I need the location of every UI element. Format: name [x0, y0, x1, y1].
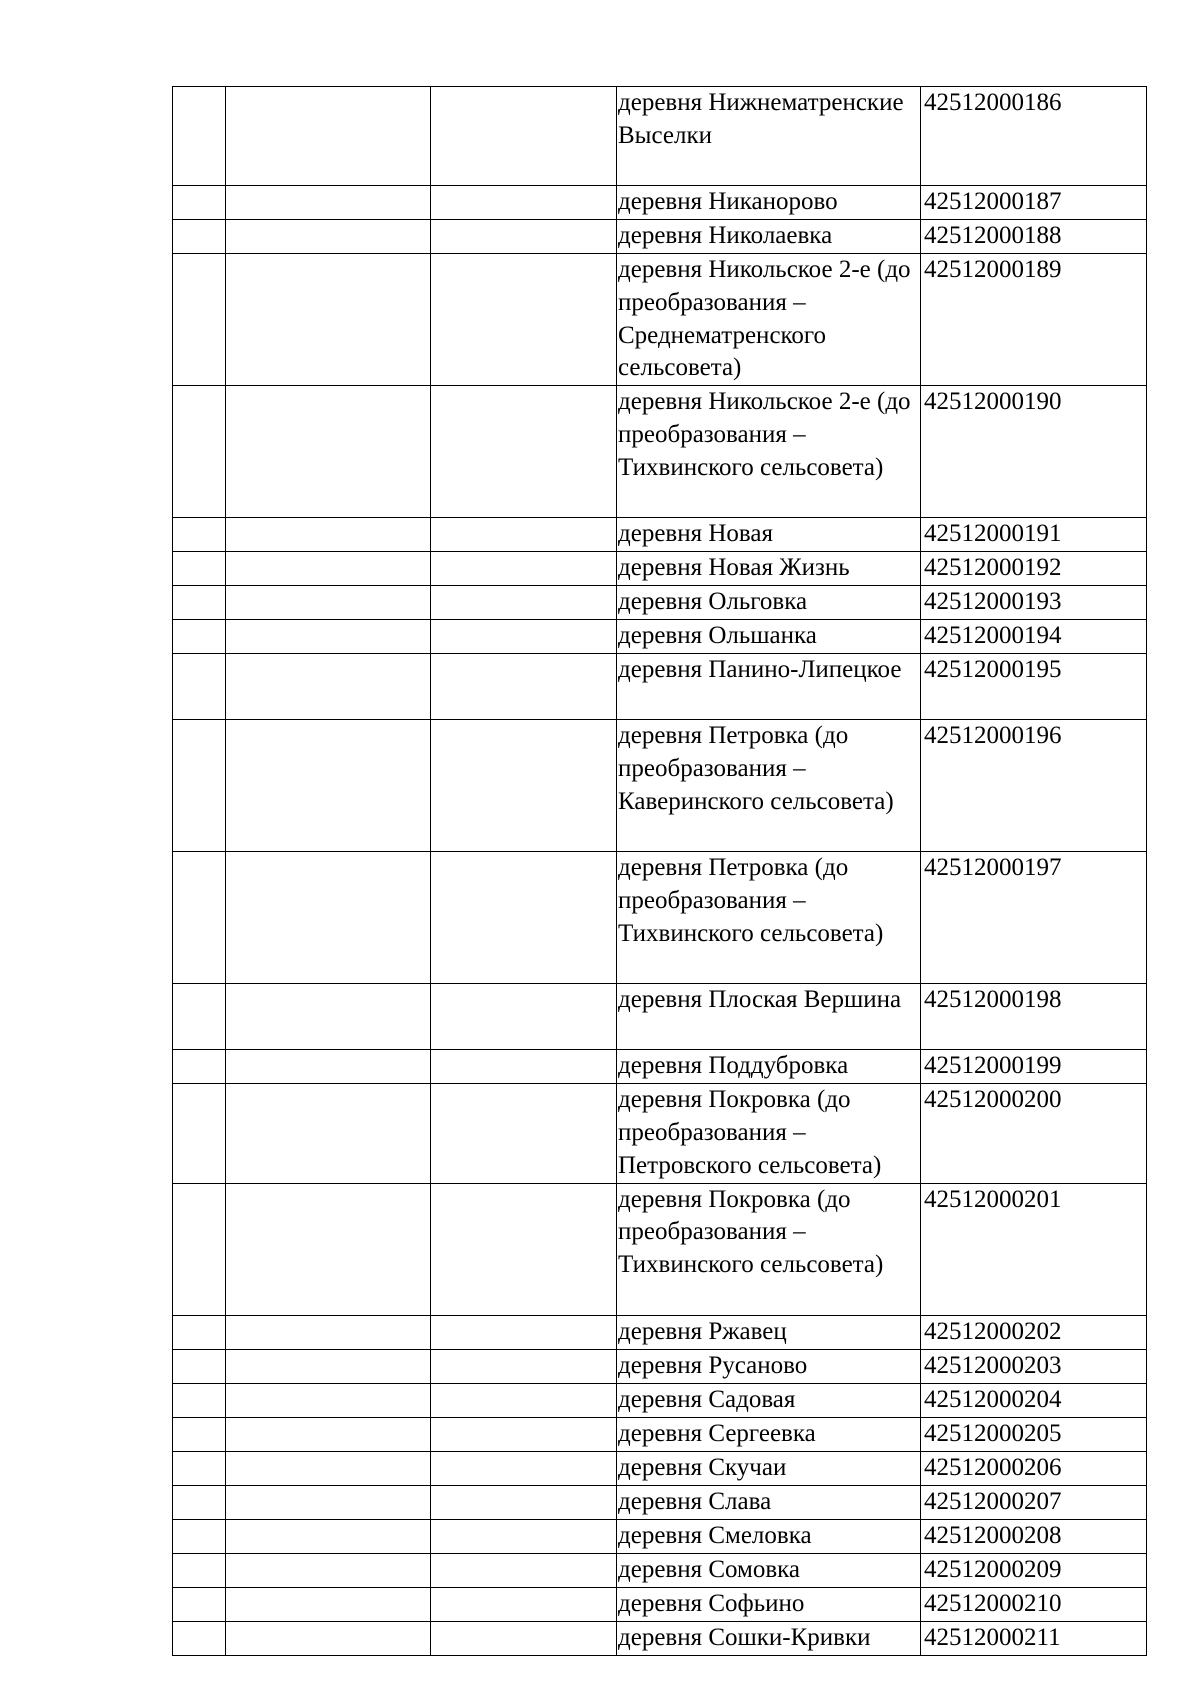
settlements-table [172, 86, 1147, 1656]
settlement-name: деревня Поддубровка [617, 1050, 921, 1084]
table-row [173, 654, 1147, 720]
table-row [173, 1183, 1147, 1315]
oktmo-code: 42512000188 [921, 220, 1147, 254]
admin-center-cell [431, 220, 617, 254]
admin-center-cell [431, 984, 617, 1050]
table-row [173, 254, 1147, 386]
admin-center-cell [431, 186, 617, 220]
table-row [173, 1349, 1147, 1383]
oktmo-code: 42512000193 [921, 586, 1147, 620]
admin-center-cell [431, 1417, 617, 1451]
table-row [173, 720, 1147, 852]
number-cell [173, 720, 226, 852]
oktmo-code: 42512000196 [921, 720, 1147, 852]
oktmo-code: 42512000200 [921, 1084, 1147, 1183]
number-cell [173, 1485, 226, 1519]
number-cell [173, 552, 226, 586]
number-cell [173, 518, 226, 552]
admin-center-cell [431, 852, 617, 984]
admin-center-cell [431, 1621, 617, 1655]
admin-center-cell [431, 1084, 617, 1183]
municipality-cell [226, 220, 431, 254]
oktmo-code: 42512000197 [921, 852, 1147, 984]
settlement-name: деревня Петровка (до преобразования – Тихвинского сельсовета) [617, 852, 921, 984]
admin-center-cell [431, 1553, 617, 1587]
oktmo-code: 42512000205 [921, 1417, 1147, 1451]
municipality-cell [226, 552, 431, 586]
table-row [173, 620, 1147, 654]
number-cell [173, 1050, 226, 1084]
admin-center-cell [431, 1587, 617, 1621]
table-row [173, 1050, 1147, 1084]
municipality-cell [226, 254, 431, 386]
admin-center-cell [431, 1315, 617, 1349]
table-row [173, 518, 1147, 552]
table-row [173, 1519, 1147, 1553]
settlement-name: деревня Никольское 2-е (до преобразования – Среднематренского сельсовета) [617, 254, 921, 386]
number-cell [173, 1315, 226, 1349]
oktmo-code: 42512000206 [921, 1451, 1147, 1485]
settlement-name: деревня Никольское 2-е (до преобразования – Тихвинского сельсовета) [617, 386, 921, 518]
number-cell [173, 87, 226, 186]
number-cell [173, 1349, 226, 1383]
number-cell [173, 586, 226, 620]
number-cell [173, 1519, 226, 1553]
number-cell [173, 1084, 226, 1183]
municipality-cell [226, 386, 431, 518]
number-cell [173, 620, 226, 654]
admin-center-cell [431, 254, 617, 386]
settlement-name: деревня Покровка (до преобразования – Петровского сельсовета) [617, 1084, 921, 1183]
number-cell [173, 1183, 226, 1315]
settlement-name: деревня Сошки-Кривки [617, 1621, 921, 1655]
oktmo-code: 42512000210 [921, 1587, 1147, 1621]
oktmo-code: 42512000192 [921, 552, 1147, 586]
oktmo-code: 42512000204 [921, 1383, 1147, 1417]
oktmo-code: 42512000211 [921, 1621, 1147, 1655]
municipality-cell [226, 1519, 431, 1553]
municipality-cell [226, 518, 431, 552]
settlement-name: деревня Смеловка [617, 1519, 921, 1553]
table-row [173, 552, 1147, 586]
number-cell [173, 254, 226, 386]
table-body [173, 87, 1147, 1656]
oktmo-code: 42512000203 [921, 1349, 1147, 1383]
settlement-name: деревня Ольшанка [617, 620, 921, 654]
municipality-cell [226, 1553, 431, 1587]
municipality-cell [226, 87, 431, 186]
number-cell [173, 984, 226, 1050]
municipality-cell [226, 1315, 431, 1349]
oktmo-code: 42512000191 [921, 518, 1147, 552]
oktmo-code: 42512000187 [921, 186, 1147, 220]
municipality-cell [226, 1383, 431, 1417]
settlement-name: деревня Слава [617, 1485, 921, 1519]
admin-center-cell [431, 1349, 617, 1383]
settlement-name: деревня Никанорово [617, 186, 921, 220]
admin-center-cell [431, 1451, 617, 1485]
oktmo-code: 42512000208 [921, 1519, 1147, 1553]
admin-center-cell [431, 518, 617, 552]
municipality-cell [226, 1349, 431, 1383]
oktmo-code: 42512000207 [921, 1485, 1147, 1519]
settlement-name: деревня Сомовка [617, 1553, 921, 1587]
number-cell [173, 386, 226, 518]
table-row [173, 1084, 1147, 1183]
table-row [173, 1621, 1147, 1655]
number-cell [173, 1417, 226, 1451]
oktmo-code: 42512000198 [921, 984, 1147, 1050]
number-cell [173, 1553, 226, 1587]
admin-center-cell [431, 87, 617, 186]
table-row [173, 1417, 1147, 1451]
municipality-cell [226, 1417, 431, 1451]
number-cell [173, 220, 226, 254]
settlement-name: деревня Сергеевка [617, 1417, 921, 1451]
table-row [173, 186, 1147, 220]
number-cell [173, 654, 226, 720]
admin-center-cell [431, 1383, 617, 1417]
table-row [173, 1383, 1147, 1417]
table-row [173, 586, 1147, 620]
municipality-cell [226, 1084, 431, 1183]
settlement-name: деревня Николаевка [617, 220, 921, 254]
oktmo-code: 42512000190 [921, 386, 1147, 518]
number-cell [173, 1621, 226, 1655]
admin-center-cell [431, 552, 617, 586]
number-cell [173, 852, 226, 984]
admin-center-cell [431, 720, 617, 852]
settlement-name: деревня Петровка (до преобразования – Каверинского сельсовета) [617, 720, 921, 852]
oktmo-code: 42512000195 [921, 654, 1147, 720]
settlement-name: деревня Ольговка [617, 586, 921, 620]
municipality-cell [226, 620, 431, 654]
municipality-cell [226, 852, 431, 984]
admin-center-cell [431, 1519, 617, 1553]
settlement-name: деревня Плоская Вершина [617, 984, 921, 1050]
settlement-name: деревня Садовая [617, 1383, 921, 1417]
table-row [173, 87, 1147, 186]
table-row [173, 1587, 1147, 1621]
municipality-cell [226, 654, 431, 720]
number-cell [173, 1383, 226, 1417]
municipality-cell [226, 1485, 431, 1519]
table-row [173, 386, 1147, 518]
admin-center-cell [431, 620, 617, 654]
oktmo-code: 42512000199 [921, 1050, 1147, 1084]
number-cell [173, 1451, 226, 1485]
municipality-cell [226, 984, 431, 1050]
settlement-name: деревня Покровка (до преобразования – Тихвинского сельсовета) [617, 1183, 921, 1315]
table-row [173, 1485, 1147, 1519]
municipality-cell [226, 1621, 431, 1655]
number-cell [173, 186, 226, 220]
table-row [173, 220, 1147, 254]
oktmo-code: 42512000189 [921, 254, 1147, 386]
admin-center-cell [431, 1485, 617, 1519]
table-row [173, 1315, 1147, 1349]
municipality-cell [226, 186, 431, 220]
municipality-cell [226, 586, 431, 620]
municipality-cell [226, 1183, 431, 1315]
table-row [173, 984, 1147, 1050]
admin-center-cell [431, 586, 617, 620]
municipality-cell [226, 1587, 431, 1621]
oktmo-code: 42512000209 [921, 1553, 1147, 1587]
oktmo-code: 42512000194 [921, 620, 1147, 654]
oktmo-code: 42512000202 [921, 1315, 1147, 1349]
admin-center-cell [431, 654, 617, 720]
oktmo-code: 42512000186 [921, 87, 1147, 186]
settlement-name: деревня Скучаи [617, 1451, 921, 1485]
settlement-name: деревня Ржавец [617, 1315, 921, 1349]
municipality-cell [226, 1451, 431, 1485]
admin-center-cell [431, 386, 617, 518]
settlement-name: деревня Нижнематренские Выселки [617, 87, 921, 186]
settlement-name: деревня Русаново [617, 1349, 921, 1383]
admin-center-cell [431, 1050, 617, 1084]
oktmo-code: 42512000201 [921, 1183, 1147, 1315]
table-row [173, 1451, 1147, 1485]
settlement-name: деревня Панино-Липецкое [617, 654, 921, 720]
number-cell [173, 1587, 226, 1621]
settlement-name: деревня Софьино [617, 1587, 921, 1621]
table-row [173, 1553, 1147, 1587]
settlement-name: деревня Новая Жизнь [617, 552, 921, 586]
municipality-cell [226, 1050, 431, 1084]
settlement-name: деревня Новая [617, 518, 921, 552]
table-row [173, 852, 1147, 984]
municipality-cell [226, 720, 431, 852]
admin-center-cell [431, 1183, 617, 1315]
